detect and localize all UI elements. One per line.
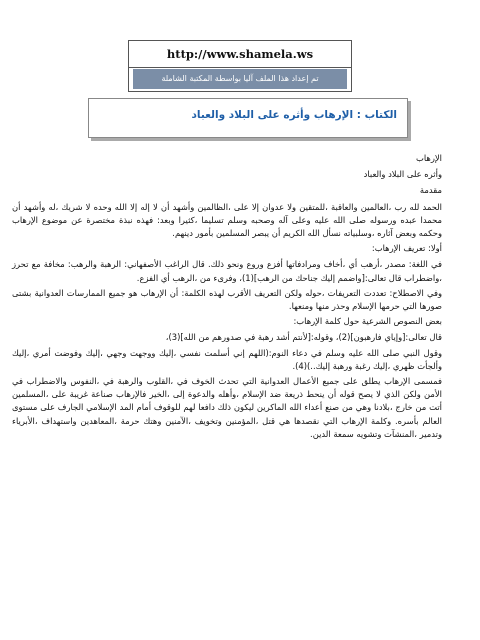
paragraph-conclusion: فمسمى الإرهاب يطلق على جميع الأعمال العدوانية التي تحدث الخوف في ،القلوب والرهبة في ،النفوس والاضطراب في الأمن ولكن الذي لا يصح قوله أن ينحط ذريعة ضد الإسلام ،وأهله والدعوة إلى ،الخير فالإرهاب صناعة غريبة على ،المسلمين أتت من خارج ،بلادنا وهي من صنع أعداء الله الماكرين ليكون ذلك دافعا لهم للوقوف أمام المد الإسلامي الجارف على مستوى العالم بأسره. وكلمة الإرهاب التي نقصدها هي قتل ،المؤمنين وتخويف ،الآمنين وهتك حرمة ،المعاهدين واستهداف ،الأبرياء وتدمير ،المنشآت وتشويه سمعة الدين.: [12, 376, 442, 439]
document-body: [12, 152, 442, 443]
heading-subtitle: وأثره على البلاد والعباد: [363, 169, 442, 180]
heading-texts: بعض النصوص الشرعية حول كلمة الإرهاب:: [293, 316, 442, 327]
heading-terrorism: الإرهاب: [415, 153, 442, 163]
source-header: [128, 40, 352, 92]
source-subtitle-band: تم إعداد هذا الملف آليا بواسطة المكتبة الشاملة: [133, 69, 347, 89]
paragraph-hadith: وقول النبي صلى الله عليه وسلم في دعاء النوم:(اللهم إني أسلمت نفسي ،إليك ووجهت وجهي ،إليك وفوضت أمري ،إليك وألجأت ظهري ،إليك رغبة ورهبة إليك..)(4).: [12, 347, 442, 371]
heading-introduction: مقدمة: [419, 185, 442, 196]
paragraph-linguistic: في اللغة: مصدر ،أرهب أي ،أخاف ومرادفاتها أفزع وروع ونحو ذلك. قال الراغب الأصفهاني: الرهبة والرهب: مخافة مع تحرز ،واضطراب قال تعالى:[واضمم إليك جناحك من الرهب](1)، وفرىء من ،الرهب أي الفزع.: [12, 259, 442, 283]
book-title: الكتاب : الإرهاب وأثره على البلاد والعباد: [88, 98, 408, 138]
source-url[interactable]: http://www.shamela.ws: [129, 41, 351, 68]
paragraph-technical: وفي الاصطلاح: تعددت التعريفات ،حوله ولكن التعريف الأقرب لهذه الكلمة: أن الإرهاب هو جميع الممارسات العدوانية بشتى صورها التي حرمها الإسلام وحذر منها ومنعها.: [12, 287, 442, 312]
paragraph-quran: قال تعالى:[وإياي فارهبون](2)، وقوله:[لأنتم أشد رهبة في صدورهم من الله](3)،: [165, 332, 442, 343]
paragraph-intro: الحمد لله رب ،العالمين والعاقبة ،للمتقين ولا عدوان إلا على ،الظالمين وأشهد أن لا إله إلا الله وحده لا شريك ،له وأشهد أن محمدا عبده ورسوله صلى الله عليه وعلى آله وصحبه وسلم تسليما ،كثيرا وبعد: فهذه نبذة مختصرة عن موضوع الإرهاب وحكمه وبعض آثاره ،وسلبياته نسأل الله الكريم أن يبصر المسلمين بأمور دينهم.: [12, 201, 442, 239]
heading-definition: أولا: تعريف الإرهاب:: [371, 243, 442, 254]
